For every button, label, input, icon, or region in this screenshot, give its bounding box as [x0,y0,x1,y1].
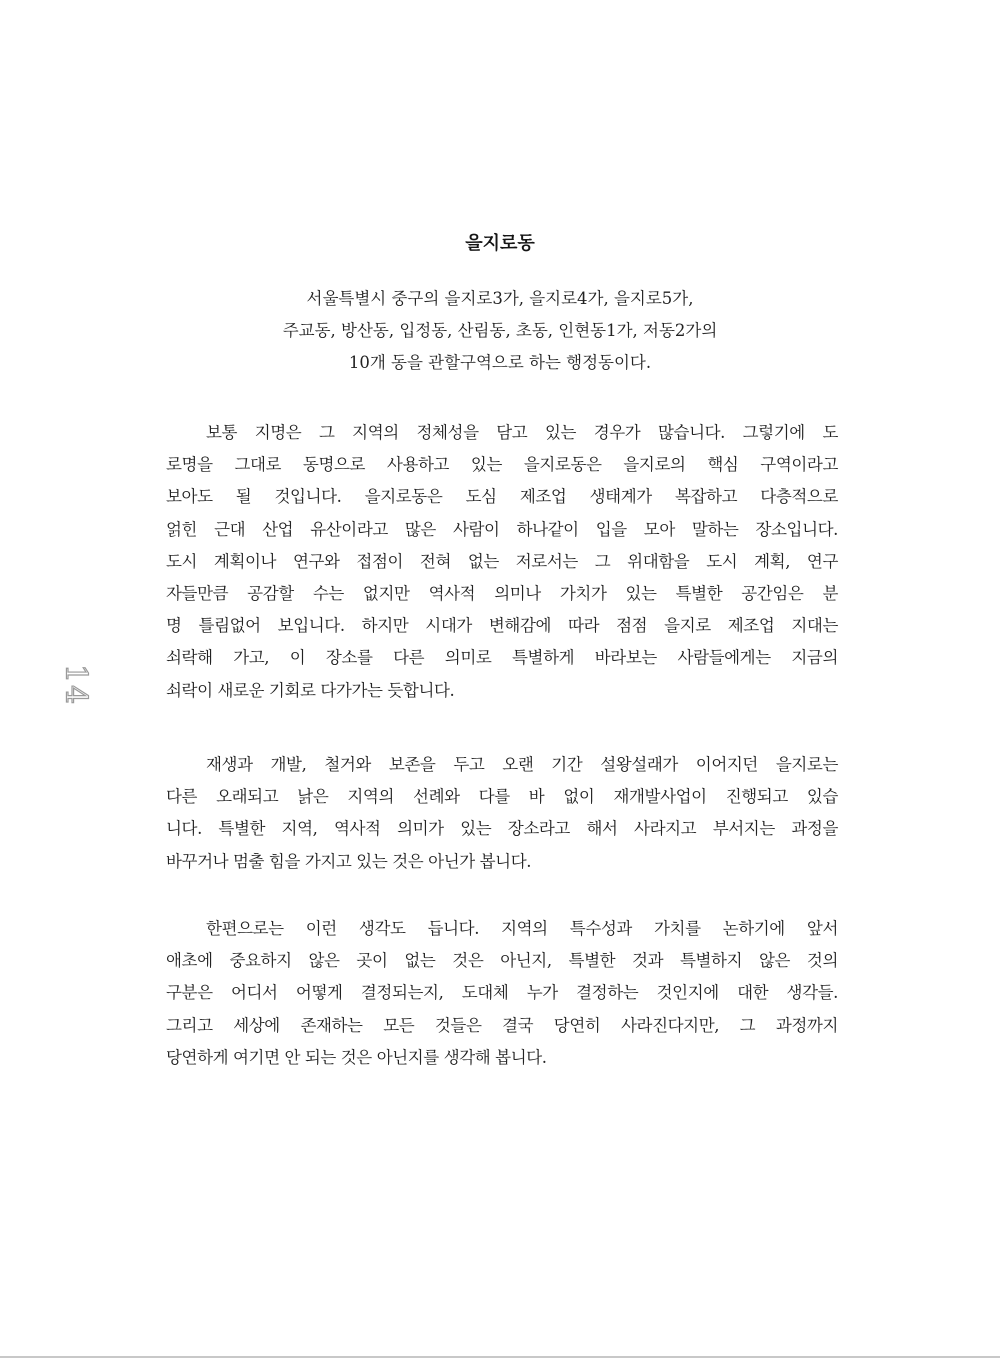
paragraph-line: 한편으로는 이런 생각도 듭니다. 지역의 특수성과 가치를 논하기에 앞서 [206,919,838,938]
paragraph-line: 그리고 세상에 존재하는 모든 것들은 결국 당연히 사라진다지만, 그 과정까지 [166,1015,838,1035]
paragraph-line: 쇠락해 가고, 이 장소를 다른 의미로 특별하게 바라보는 사람들에게는 지금의 [166,648,838,668]
paragraph-line: 니다. 특별한 지역, 역사적 의미가 있는 장소라고 해서 사라지고 부서지는 과정을 [166,819,838,839]
paragraph-line: 보통 지명은 그 지역의 정체성을 담고 있는 경우가 많습니다. 그렇기에 도 [206,423,838,442]
page-title: 을지로동 [465,233,535,254]
paragraph-line: 로명을 그대로 동명으로 사용하고 있는 을지로동은 을지로의 핵심 구역이라고 [166,455,838,475]
paragraph-line: 자들만큼 공감할 수는 없지만 역사적 의미나 가치가 있는 특별한 공간임은 분 [166,584,838,604]
page-number: 14 [58,664,93,707]
paragraph-line: 구분은 어디서 어떻게 결정되는지, 도대체 누가 결정하는 것인지에 대한 생각들. [166,983,838,1003]
paragraph-line: 다른 오래되고 낡은 지역의 선례와 다를 바 없이 재개발사업이 진행되고 있습 [166,787,838,807]
paragraph-line: 명 틀림없어 보입니다. 하지만 시대가 변해감에 따라 점점 을지로 제조업 지대는 [166,616,838,636]
paragraph-line: 바꾸거나 멈출 힘을 가지고 있는 것은 아닌가 봅니다. [166,851,532,871]
subtitle-line: 주교동, 방산동, 입정동, 산림동, 초동, 인현동1가, 저동2가의 [282,321,718,340]
paragraph-line: 애초에 중요하지 않은 곳이 없는 것은 아닌지, 특별한 것과 특별하지 않은 것의 [166,951,838,971]
subtitle-line: 서울특별시 중구의 을지로3가, 을지로4가, 을지로5가, [306,289,694,308]
paragraph-line: 얽힌 근대 산업 유산이라고 많은 사람이 하나같이 입을 모아 말하는 장소입니다. [166,519,838,539]
paragraph-line: 도시 계획이나 연구와 접점이 전혀 없는 저로서는 그 위대함을 도시 계획, 연구 [166,551,838,571]
body-paragraph [166,913,838,1074]
paragraph-line: 쇠락이 새로운 기회로 다가가는 듯합니다. [166,680,455,700]
body-paragraph [166,749,838,878]
bottom-divider [0,1356,1000,1358]
paragraph-line: 당연하게 여기면 안 되는 것은 아닌지를 생각해 봅니다. [166,1047,547,1067]
subtitle-line: 10개 동을 관할구역으로 하는 행정동이다. [348,353,652,372]
subtitle-block [0,283,1000,379]
paragraph-line: 보아도 될 것입니다. 을지로동은 도심 제조업 생태계가 복잡하고 다층적으로 [166,487,838,507]
paragraph-line: 재생과 개발, 철거와 보존을 두고 오랜 기간 설왕설래가 이어지던 을지로는 [206,755,838,774]
body-paragraph [166,417,838,707]
